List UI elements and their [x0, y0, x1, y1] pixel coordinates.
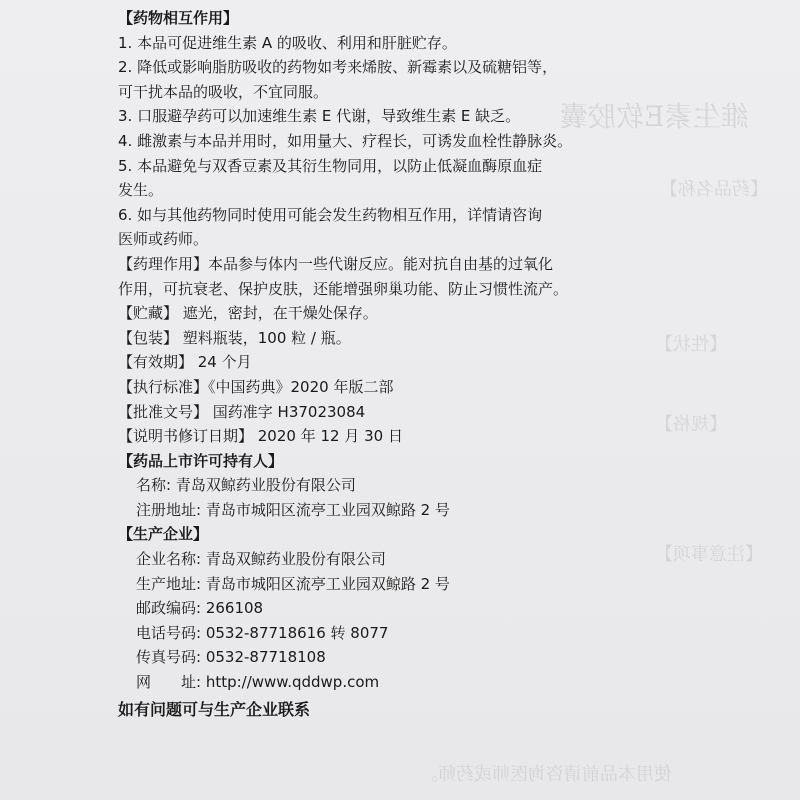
bleed-through-text: 【性状】: [655, 334, 727, 355]
text-line: 【包装】 塑料瓶装，100 粒 / 瓶。: [118, 328, 351, 347]
text-line: 5. 本品避免与双香豆素及其衍生物同用，以防止低凝血酶原血症: [118, 156, 543, 175]
text-line: 可干扰本品的吸收，不宜同服。: [118, 82, 329, 101]
bleed-through-text: 【规格】: [655, 414, 727, 435]
text-line: 【药品上市许可持有人】: [118, 451, 284, 470]
text-line: 生产地址: 青岛市城阳区流亭工业园双鲸路 2 号: [136, 574, 450, 593]
bleed-through-text: 【药品名称】: [660, 179, 768, 200]
text-line: 【批准文号】 国药准字 H37023084: [118, 402, 366, 421]
contact-note: 如有问题可与生产企业联系: [118, 699, 311, 719]
text-line: 【执行标准】《中国药典》2020 年版二部: [118, 377, 394, 396]
text-line: 4. 雌激素与本品并用时，如用量大、疗程长，可诱发血栓性静脉炎。: [118, 131, 573, 150]
bleed-through-text: 使用本品前请咨询医师或药师。: [420, 764, 672, 785]
text-line: 企业名称: 青岛双鲸药业股份有限公司: [136, 550, 386, 569]
text-line: 1. 本品可促进维生素 A 的吸收、利用和肝脏贮存。: [118, 33, 457, 52]
text-line: 【说明书修订日期】 2020 年 12 月 30 日: [118, 427, 403, 446]
text-line: 电话号码: 0532-87718616 转 8077: [136, 623, 389, 642]
text-line: 【贮藏】 遮光，密封，在干燥处保存。: [118, 304, 378, 323]
bleed-through-text: 【注意事项】: [655, 544, 763, 565]
text-line: 6. 如与其他药物同时使用可能会发生药物相互作用，详情请咨询: [118, 205, 543, 224]
text-line: 【药物相互作用】: [118, 9, 239, 27]
text-line: 【有效期】 24 个月: [118, 353, 252, 372]
text-line: 邮政编码: 266108: [136, 599, 264, 618]
text-line: 传真号码: 0532-87718108: [136, 648, 326, 667]
text-line: 医师或药师。: [118, 230, 209, 249]
text-line: 【药理作用】本品参与体内一些代谢反应。能对抗自由基的过氧化: [118, 254, 554, 273]
text-line: 3. 口服避孕药可以加速维生素 E 代谢，导致维生素 E 缺乏。: [118, 107, 521, 126]
text-line: 作用，可抗衰老、保护皮肤，还能增强卵巢功能、防止习惯性流产。: [118, 279, 569, 298]
bleed-through-title: 維生素E软胶囊: [560, 100, 749, 133]
text-line: 注册地址: 青岛市城阳区流亭工业园双鲸路 2 号: [136, 500, 450, 519]
text-line: 名称: 青岛双鲸药业股份有限公司: [136, 476, 356, 495]
text-line: 【生产企业】: [118, 525, 209, 544]
drug-label-text: [118, 6, 678, 722]
text-line: 2. 降低或影响脂肪吸收的药物如考来烯胺、新霉素以及硫糖铝等，: [118, 58, 558, 77]
text-line: 发生。: [118, 181, 164, 200]
text-line: 网 址: http://www.qddwp.com: [136, 673, 380, 692]
